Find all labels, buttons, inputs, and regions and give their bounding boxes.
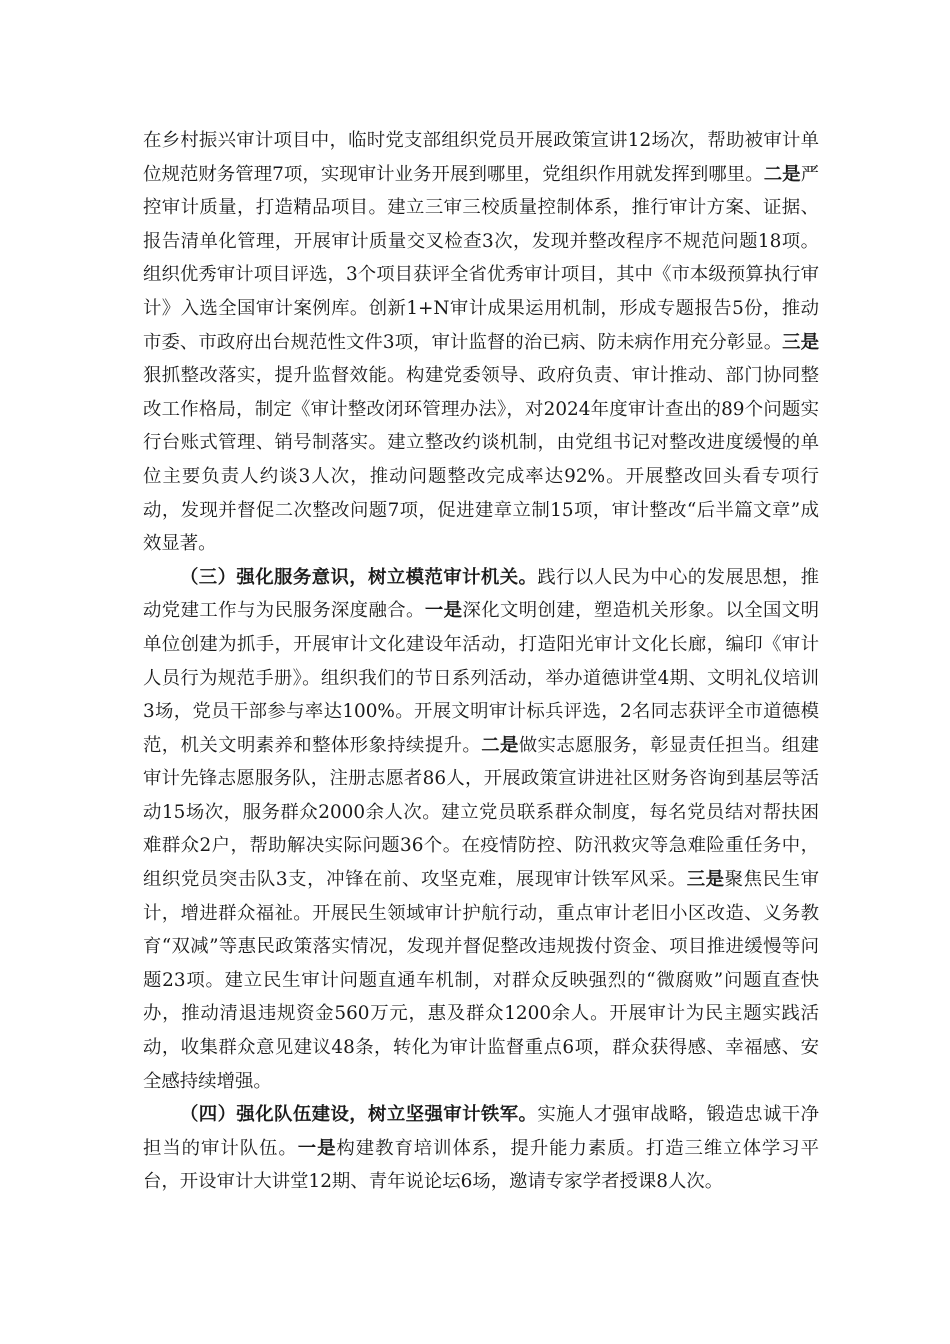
text-segment: 践行以人民为中心的发展思想，推动党建工作与为民服务深度融合。 [143,566,819,622]
bold-segment: 二是 [763,163,801,185]
paragraph-3 [143,1098,819,1199]
text-segment: 在乡村振兴审计项目中，临时党支部组织党员开展政策宣讲12场次，帮助被审计单位规范财务管理7项，实现审计业务开展到哪里，党组织作用就发挥到哪里。 [143,130,819,185]
text-segment: 狠抓整改落实，提升监督效能。构建党委领导、政府负责、审计推动、部门协同整改工作格局，制定《审计整改闭环管理办法》，对2024年度审计查出的89个问题实行台账式管理、销号制落实。建立整改约谈机制，由党组书记对整改进度缓慢的单位主要负责人约谈3人次，推动问题整改完成率达92%。开展整改回头看专项行动，发现并督促二次整改问题7项，促进建章立制15项，审计整改“后半篇文章”成效显著。 [143,365,819,555]
text-segment: 实施人才强审战略，锻造忠诚干净担当的审计队伍。 [143,1104,819,1159]
text-segment: 深化文明创建，塑造机关形象。以全国文明单位创建为抓手，开展审计文化建设年活动，打造阳光审计文化长廊，编印《审计人员行为规范手册》。组织我们的节日系列活动，举办道德讲堂4期、文明礼仪培训3场，党员干部参与率达100%。开展文明审计标兵评选，2名同志获评全市道德模范，机关文明素养和整体形象持续提升。 [143,600,819,756]
text-segment: 聚焦民生审计，增进群众福祉。开展民生领域审计护航行动，重点审计老旧小区改造、义务教育“双减”等惠民政策落实情况，发现并督促整改违规拨付资金、项目推进缓慢等问题23项。建立民生审计问题直通车机制，对群众反映强烈的“微腐败”问题直查快办，推动清退违规资金560万元，惠及群众1200余人。开展审计为民主题实践活动，收集群众意见建议48条，转化为审计监督重点6项，群众获得感、幸福感、安全感持续增强。 [143,869,819,1092]
bold-segment: 一是 [297,1137,337,1159]
text-segment: 构建教育培训体系，提升能力素质。打造三维立体学习平台，开设审计大讲堂12期、青年说论坛6场，邀请专家学者授课8人次。 [143,1137,819,1193]
section-heading-3: （三）强化服务意识，树立模范审计机关。 [180,566,538,588]
bold-segment: 二是 [481,734,519,756]
document-body [143,124,819,1199]
text-segment: 做实志愿服务，彰显责任担当。组建审计先锋志愿服务队，注册志愿者86人，开展政策宣讲进社区财务咨询到基层等活动15场次，服务群众2000余人次。建立党员联系群众制度，每名党员结对帮扶困难群众2户，帮助解决实际问题36个。在疫情防控、防汛救灾等急难险重任务中，组织党员突击队3支，冲锋在前、攻坚克难，展现审计铁军风采。 [143,734,819,891]
paragraph-2 [143,561,819,1099]
paragraph-1 [143,124,819,561]
bold-segment: 一是 [424,600,463,622]
text-segment: 严控审计质量，打造精品项目。建立三审三校质量控制体系，推行审计方案、证据、报告清单化管理，开展审计质量交叉检查3次，发现并整改程序不规范问题18项。组织优秀审计项目评选，3个项目获评全省优秀审计项目，其中《市本级预算执行审计》入选全国审计案例库。创新1+N审计成果运用机制，形成专题报告5份，推动市委、市政府出台规范性文件3项，审计监督的治已病、防未病作用充分彰显。 [143,163,819,353]
section-heading-4: （四）强化队伍建设，树立坚强审计铁军。 [180,1104,538,1126]
bold-segment: 三是 [686,869,725,891]
bold-segment: 三是 [782,331,819,353]
